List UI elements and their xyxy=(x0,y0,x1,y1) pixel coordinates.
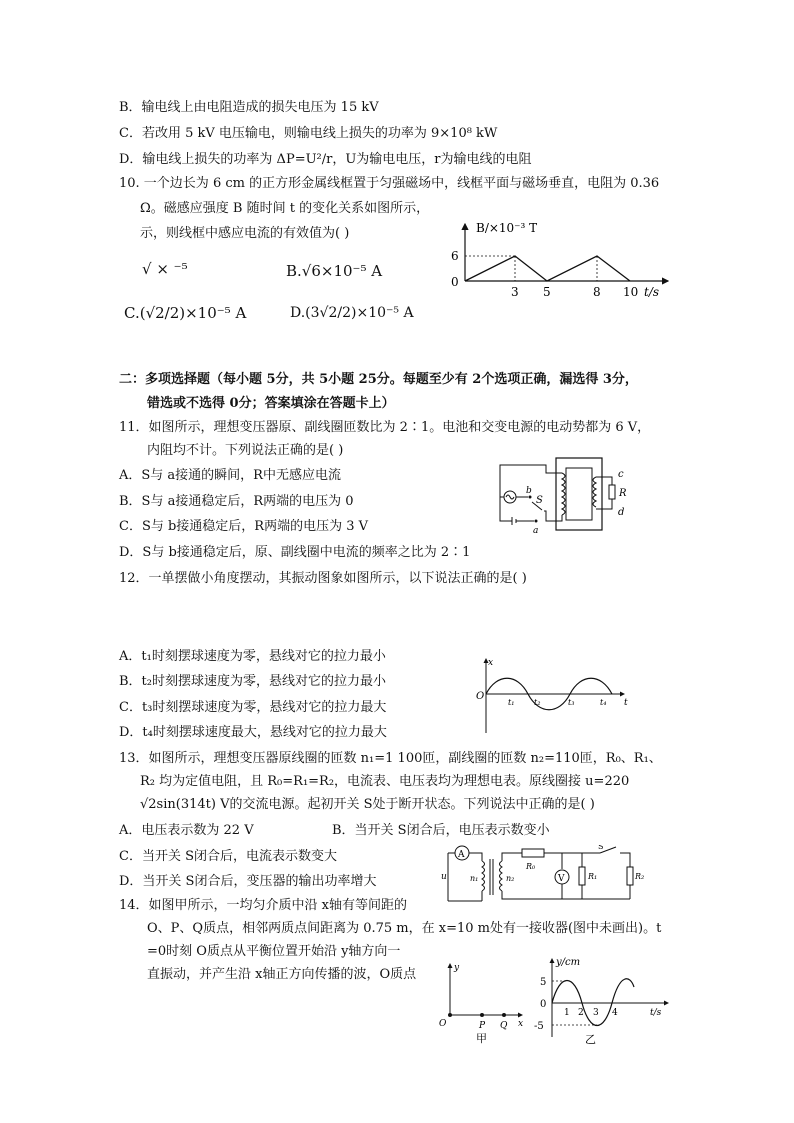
q12-option-c: C．t₃时刻摆球速度为零，悬线对它的拉力最大 xyxy=(119,700,387,715)
q9-option-c: C．若改用 5 kV 电压输电，则输电线上损失的功率为 9×10⁸ kW xyxy=(119,126,498,141)
q14-fig-jia xyxy=(436,960,532,1045)
q11-fig-label: a xyxy=(533,526,539,535)
q13-fig-label: u xyxy=(441,872,447,882)
q14-fig-jia-label: P xyxy=(479,1021,486,1031)
q11-option-a: A．S与 a接通的瞬间，R中无感应电流 xyxy=(119,468,341,483)
q14-fig-yi-ytick: 0 xyxy=(540,999,547,1010)
q13-fig-label: R₂ xyxy=(635,872,645,881)
q11-fig-label: R xyxy=(619,488,627,499)
q14-stem-4: 直振动，并产生沿 x轴正方向传播的波，O质点 xyxy=(147,967,417,982)
q13-stem-3: √2sin(314t) V的交流电源。起初开关 S处于断开状态。下列说法中正确的是( ) xyxy=(140,797,595,812)
q12-fig-tick: t₄ xyxy=(600,698,607,707)
q12-fig-ylabel: x xyxy=(488,658,494,668)
q10-graph-ytick: 6 xyxy=(451,249,459,263)
q10-stem-3: 示，则线框中感应电流的有效值为( ) xyxy=(140,226,350,241)
q11-option-b: B．S与 a接通稳定后，R两端的电压为 0 xyxy=(119,494,354,509)
q14-fig-yi xyxy=(530,955,680,1045)
q14-fig-yi-ylabel: y/cm xyxy=(556,957,581,968)
q10-option-c: C.(√2/2)×10⁻⁵ A xyxy=(124,304,247,322)
q14-fig-jia-label: x xyxy=(518,1019,524,1029)
q11-fig-label: b xyxy=(526,486,532,496)
q13-fig-label: n₂ xyxy=(506,874,515,883)
q12-fig-origin: O xyxy=(476,691,485,702)
q9-option-b: B．输电线上由电阻造成的损失电压为 15 kV xyxy=(119,100,379,115)
q14-fig-yi-ytick: 5 xyxy=(540,977,547,988)
q10-option-b: B.√6×10⁻⁵ A xyxy=(286,262,383,280)
q9-option-d: D．输电线上损失的功率为 ΔP=U²/r，U为输电电压，r为输电线的电阻 xyxy=(119,152,532,167)
q10-graph-ylabel: B/×10⁻³ T xyxy=(476,221,538,235)
q10-graph-xtick: 3 xyxy=(511,285,519,299)
q10-stem-1: 10. 一个边长为 6 cm 的正方形金属线框置于匀强磁场中，线框平面与磁场垂直，电阻为 0.36 xyxy=(119,176,660,191)
q10-bt-graph xyxy=(440,218,680,318)
q10-stem-2: Ω。磁感应强度 B 随时间 t 的变化关系如图所示， xyxy=(140,201,430,216)
q13-fig-label: A xyxy=(458,850,465,860)
q13-fig-label: n₁ xyxy=(470,874,479,883)
q13-option-b: B．当开关 S闭合后，电压表示数变小 xyxy=(332,823,550,838)
q13-fig-label: R₀ xyxy=(526,862,536,871)
q12-xt-graph xyxy=(472,655,632,735)
q11-fig-label: d xyxy=(618,507,625,518)
q12-stem: 12．一单摆做小角度摆动，其振动图象如图所示，以下说法正确的是( ) xyxy=(119,571,527,586)
q14-fig-yi-xtick: 3 xyxy=(593,1008,599,1018)
q12-fig-tick: t₂ xyxy=(534,698,541,707)
q10-option-d: D.(3√2/2)×10⁻⁵ A xyxy=(290,305,414,321)
q14-fig-yi-xtick: 2 xyxy=(578,1008,584,1018)
q12-option-a: A．t₁时刻摆球速度为零，悬线对它的拉力最小 xyxy=(119,649,386,664)
q12-fig-tick: t₁ xyxy=(508,698,515,707)
q14-fig-jia-label: O xyxy=(439,1019,447,1029)
q14-fig-yi-xtick: 1 xyxy=(564,1008,570,1018)
q13-option-d: D．当开关 S闭合后，变压器的输出功率增大 xyxy=(119,874,377,889)
q13-stem-2: R₂ 均为定值电阻，且 R₀=R₁=R₂，电流表、电压表均为理想电表。原线圈接 u=220 xyxy=(140,774,630,789)
q14-fig-jia-label: y xyxy=(454,963,460,973)
q13-option-c: C．当开关 S闭合后，电流表示数变大 xyxy=(119,849,337,864)
q14-fig-yi-ytick: -5 xyxy=(534,1021,544,1032)
q14-stem-2: O、P、Q质点，相邻两质点间距离为 0.75 m，在 x=10 m处有一接收器(图中未画出)。t xyxy=(147,921,662,936)
section-2-header-1: 二：多项选择题（每小题 5分，共 5小题 25分。每题至少有 2个选项正确，漏选得 3分， xyxy=(119,372,638,387)
q10-graph-xtick: 8 xyxy=(593,285,601,299)
q14-fig-jia-label: Q xyxy=(500,1021,508,1031)
q10-graph-ytick: 0 xyxy=(451,275,459,289)
q13-transformer-circuit xyxy=(440,845,645,905)
q14-stem-3: =0时刻 O质点从平衡位置开始沿 y轴方向一 xyxy=(147,944,401,959)
q10-option-a: √ × ⁻⁵ xyxy=(142,260,188,278)
q13-stem-1: 13．如图所示，理想变压器原线圈的匝数 n₁=1 100匝，副线圈的匝数 n₂=110匝，R₀、R₁、 xyxy=(119,751,662,766)
q14-fig-jia-caption: 甲 xyxy=(476,1032,487,1045)
q10-graph-xtick: 10 xyxy=(623,285,639,299)
q11-stem-2: 内阻均不计。下列说法正确的是( ) xyxy=(147,443,344,458)
q13-fig-label: S xyxy=(598,845,604,851)
q14-fig-yi-xtick: 4 xyxy=(612,1008,618,1018)
q11-fig-label: c xyxy=(618,469,624,480)
q11-stem-1: 11．如图所示，理想变压器原、副线圈匝数比为 2∶1。电池和交变电源的电动势都为 6 V， xyxy=(119,420,651,435)
q11-option-c: C．S与 b接通稳定后，R两端的电压为 3 V xyxy=(119,519,369,534)
q12-option-b: B．t₂时刻摆球速度为零，悬线对它的拉力最小 xyxy=(119,674,386,689)
q13-fig-label: V xyxy=(558,874,565,884)
q10-graph-xtick: 5 xyxy=(543,285,551,299)
q11-transformer-circuit xyxy=(490,455,640,535)
q12-option-d: D．t₄时刻摆球速度最大，悬线对它的拉力最大 xyxy=(119,725,387,740)
q11-fig-label: S xyxy=(536,495,543,506)
q13-option-a: A．电压表示数为 22 V xyxy=(119,823,254,838)
q14-fig-yi-caption: 乙 xyxy=(585,1033,596,1045)
q13-fig-label: R₁ xyxy=(588,872,598,881)
q14-stem-1: 14．如图甲所示，一均匀介质中沿 x轴有等间距的 xyxy=(119,898,408,913)
q12-fig-xlabel: t xyxy=(624,698,628,708)
q10-graph-xlabel: t/s xyxy=(644,285,660,299)
q12-fig-tick: t₃ xyxy=(568,698,575,707)
q11-option-d: D．S与 b接通稳定后，原、副线圈中电流的频率之比为 2∶1 xyxy=(119,545,471,560)
section-2-header-2: 错选或不选得 0分；答案填涂在答题卡上） xyxy=(147,396,395,411)
q14-fig-yi-xlabel: t/s xyxy=(650,1008,662,1018)
